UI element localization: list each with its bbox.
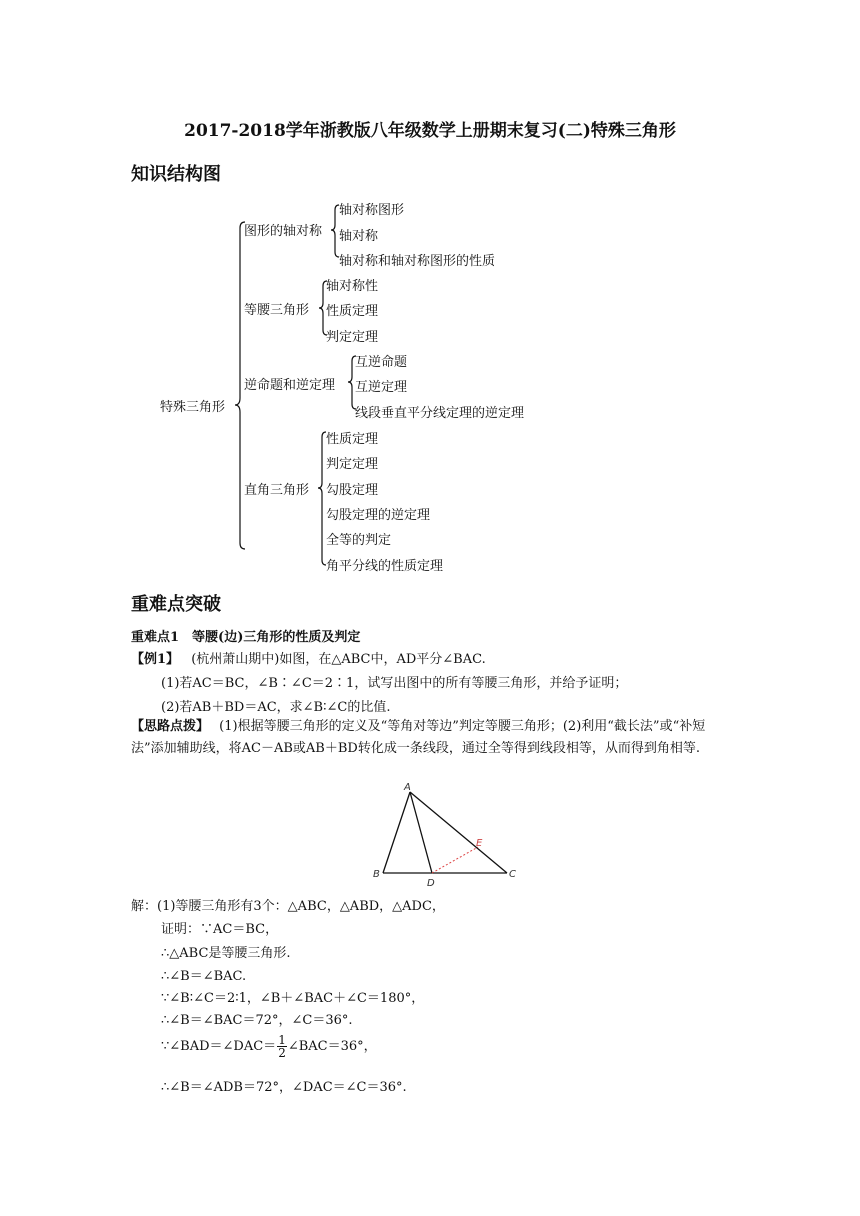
tree-leaf: 性质定理 <box>326 304 379 319</box>
tree-branch-label: 等腰三角形 <box>244 303 310 318</box>
fraction-numerator: 1 <box>278 1033 286 1047</box>
hint-tag: 【思路点拨】 <box>131 719 210 734</box>
tree-leaf: 轴对称性 <box>326 279 379 294</box>
branch4-brace <box>318 432 326 565</box>
example-tag: 【例1】 <box>131 652 180 667</box>
side-ac <box>410 792 507 873</box>
label-e: E <box>476 838 483 849</box>
tree-branch-label: 直角三角形 <box>244 483 310 498</box>
hint-paragraph <box>131 716 731 760</box>
tree-leaf: 轴对称和轴对称图形的性质 <box>339 254 496 269</box>
triangle-figure <box>360 780 530 890</box>
tree-root: 特殊三角形 <box>160 400 226 415</box>
fraction-denominator: 2 <box>278 1046 286 1060</box>
hint-text: (1)根据等腰三角形的定义及“等角对等边”判定等腰三角形；(2)利用“截长法”或“补短法”添加辅助线，将AC－AB或AB＋BD转化成一条线段，通过全等得到线段相等，从而得到角相等. <box>131 719 706 756</box>
auxiliary-line-de <box>432 847 478 873</box>
fraction-one-half <box>277 1034 287 1059</box>
solution-line-2: 证明：∵AC＝BC， <box>161 922 279 937</box>
label-b: B <box>373 869 380 880</box>
solution-line-3: ∴△ABC是等腰三角形. <box>161 946 291 961</box>
tree-leaf: 线段垂直平分线定理的逆定理 <box>355 406 525 421</box>
tree-leaf: 角平分线的性质定理 <box>326 559 444 574</box>
tree-leaf: 轴对称 <box>339 229 379 244</box>
tree-leaf: 勾股定理 <box>326 483 379 498</box>
key-point-heading: 重难点1 等腰(边)三角形的性质及判定 <box>131 630 361 645</box>
tree-leaf: 轴对称图形 <box>339 203 405 218</box>
section-heading-structure: 知识结构图 <box>131 164 221 185</box>
tree-leaf: 全等的判定 <box>326 533 392 548</box>
label-c: C <box>509 869 516 880</box>
solution-line-5: ∵∠B∶∠C＝2∶1，∠B＋∠BAC＋∠C＝180°， <box>161 991 425 1006</box>
tree-branch-label: 逆命题和逆定理 <box>244 378 336 393</box>
solution-line-8: ∴∠B＝∠ADB＝72°，∠DAC＝∠C＝36°. <box>161 1080 407 1095</box>
example-question-2: (2)若AB＋BD＝AC，求∠B∶∠C的比值. <box>161 700 391 715</box>
tree-branch-label: 图形的轴对称 <box>244 224 323 239</box>
branch1-brace <box>331 205 339 257</box>
solution-line-7-suffix: ∠BAC＝36°， <box>287 1039 377 1054</box>
section-heading-key-points: 重难点突破 <box>131 594 221 615</box>
label-a: A <box>404 782 411 793</box>
side-ab <box>383 792 410 873</box>
solution-line-7 <box>161 1034 377 1059</box>
solution-line-4: ∴∠B＝∠BAC. <box>161 969 247 984</box>
solution-line-6: ∴∠B＝∠BAC＝72°，∠C＝36°. <box>161 1013 353 1028</box>
solution-line-1: 解：(1)等腰三角形有3个：△ABC，△ABD，△ADC， <box>131 899 445 914</box>
example-text: (杭州萧山期中)如图，在△ABC中，AD平分∠BAC. <box>191 652 486 667</box>
label-d: D <box>427 878 435 889</box>
tree-leaf: 判定定理 <box>326 330 379 345</box>
tree-leaf: 互逆定理 <box>355 380 408 395</box>
segment-ad <box>410 792 432 873</box>
example-question-1: (1)若AC＝BC，∠B∶∠C＝2∶1，试写出图中的所有等腰三角形，并给予证明； <box>161 676 628 691</box>
document-title: 2017-2018学年浙教版八年级数学上册期末复习(二)特殊三角形 <box>184 121 676 141</box>
tree-leaf: 判定定理 <box>326 457 379 472</box>
tree-leaf: 性质定理 <box>326 432 379 447</box>
solution-line-7-prefix: ∵∠BAD＝∠DAC＝ <box>161 1039 277 1054</box>
tree-leaf: 互逆命题 <box>355 355 408 370</box>
example-statement <box>131 648 486 667</box>
tree-leaf: 勾股定理的逆定理 <box>326 508 431 523</box>
